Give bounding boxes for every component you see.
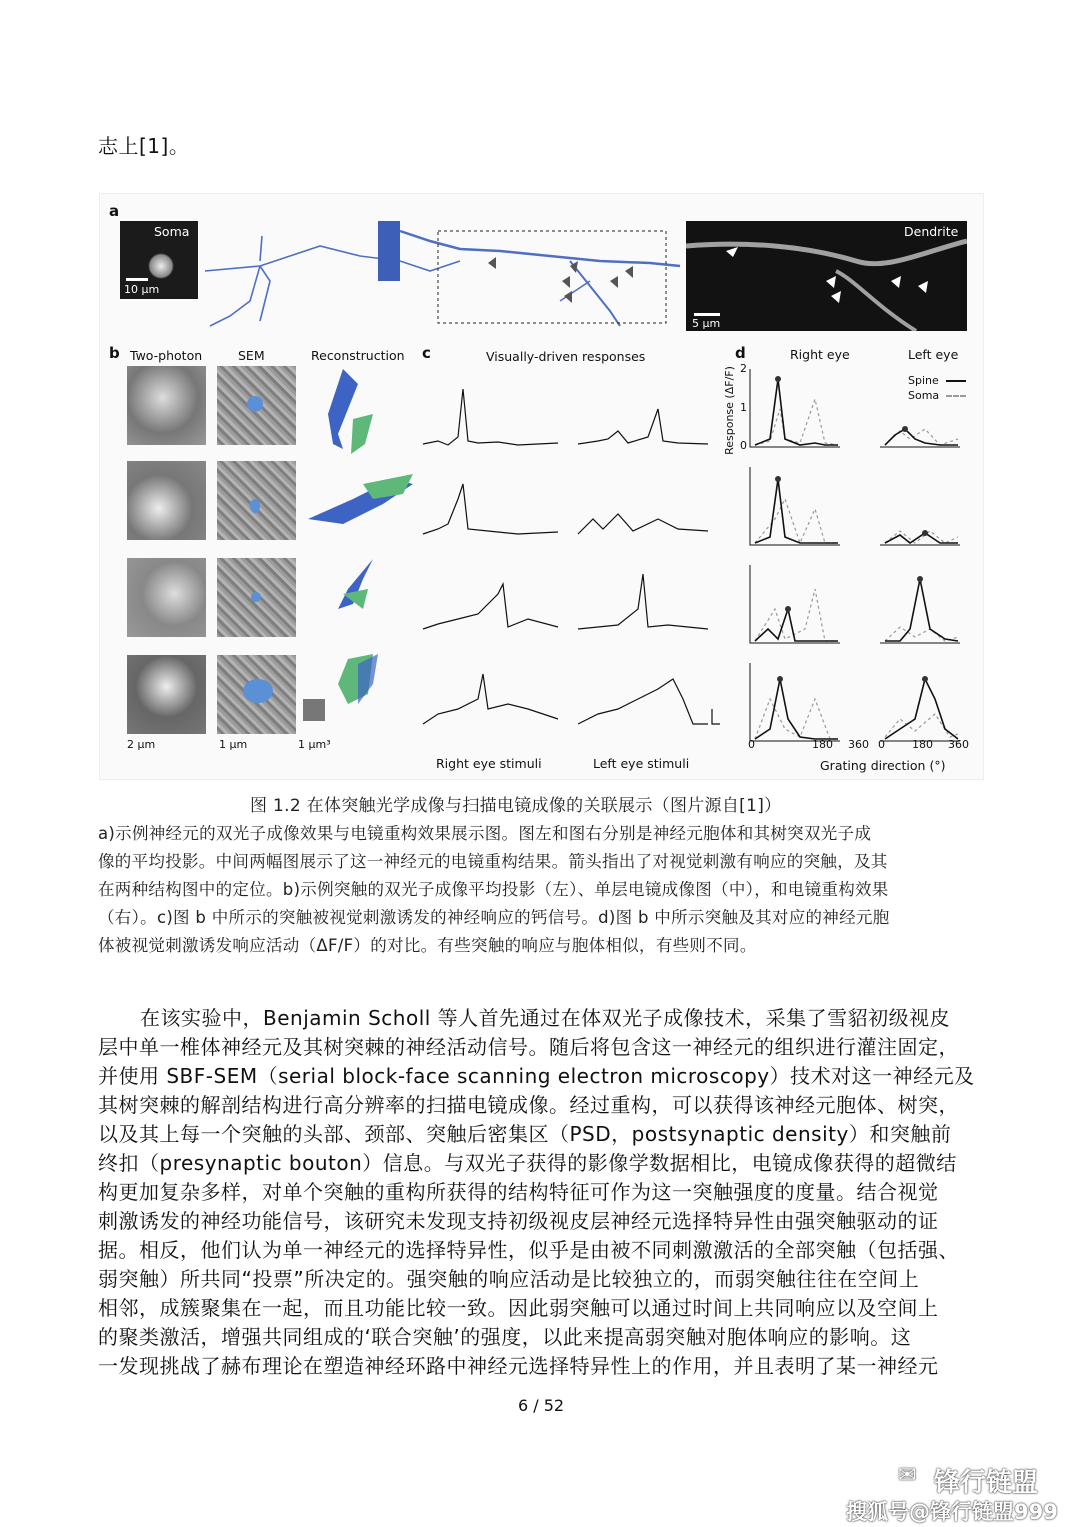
dendrite-scalebar [694,313,720,316]
d-header-left: Left eye [908,347,959,362]
two-photon-image-4 [127,655,206,734]
sem-image-3 [217,558,296,637]
tuning-curves [730,359,980,749]
calcium-traces [418,369,728,739]
body-line-12: 的聚类激活，增强共同组成的‘联合突触’的强度，以此来提高弱突触对胞体响应的影响。这 [98,1325,912,1349]
body-line-1: 在该实验中，Benjamin Scholl 等人首先通过在体双光子成像技术，采集了雪貂初级视皮 [140,1006,951,1030]
b-header-sem: SEM [238,348,265,363]
body-line-11: 相邻，成簇聚集在一起，而且功能比较一致。因此弱突触可以通过时间上共同响应以及空间上 [98,1296,939,1320]
sem-image-1 [217,366,296,445]
caption-line-4: （右）。c)图 b 中所示的突触被视觉刺激诱发的神经响应的钙信号。d)图 b 中所示突触及其对应的神经元胞 [98,908,890,927]
b-scale-reconstruction: 1 μm³ [298,738,331,751]
body-line-4: 其树突棘的解剖结构进行高分辨率的扫描电镜成像。经过重构，可以获得该神经元胞体、树突， [98,1093,959,1117]
two-photon-image-3 [127,558,206,637]
d-xlabel: Grating direction (°) [820,758,946,773]
watermark-top: 锋行链盟 [934,1468,1039,1498]
watermark-wechat-icon: ✉ [898,1463,917,1488]
two-photon-image-1 [127,366,206,445]
page-number: 6 / 52 [518,1396,565,1415]
panel-d-label: d [735,344,746,362]
body-line-3: 并使用 SBF-SEM（serial block-face scanning electron microscopy）技术对这一神经元及 [98,1064,975,1088]
panel-c-title: Visually-driven responses [486,349,646,364]
d-ytick-1: 1 [740,401,747,414]
soma-scalebar [126,278,148,281]
d-ylabel: Response (ΔF/F) [722,366,736,455]
soma-image [120,221,198,299]
body-line-8: 刺激诱发的神经功能信号，该研究未发现支持初级视皮层神经元选择特异性由强突触驱动的证 [98,1209,939,1233]
soma-label: Soma [154,224,190,239]
top-line: 志上[1]。 [98,134,190,158]
body-line-9: 据。相反，他们认为单一神经元的选择特异性，似乎是由被不同刺激激活的全部突触（包括强、 [98,1238,959,1262]
caption-title: 图 1.2 在体突触光学成像与扫描电镜成像的关联展示（图片源自[1]） [250,796,782,816]
d-xtick-360-right: 360 [848,738,869,751]
body-line-13: 一发现挑战了赫布理论在塑造神经环路中神经元选择特异性上的作用，并且表明了某一神经元 [98,1354,939,1378]
b-header-two-photon: Two-photon [130,348,203,363]
panel-a-label: a [109,202,120,220]
reconstruction-shapes [303,364,423,744]
watermark-bottom: 搜狐号@锋行链盟999 [846,1500,1058,1524]
b-header-reconstruction: Reconstruction [311,348,405,363]
d-xtick-0-right: 0 [748,738,755,751]
sem-image-4 [217,655,296,734]
dendrite-label: Dendrite [904,224,959,239]
d-legend-soma: Soma [908,389,940,402]
body-line-6: 终扣（presynaptic bouton）信息。与双光子获得的影像学数据相比，电镜成像获得的超微结 [98,1151,957,1175]
panel-c-label: c [422,344,431,362]
soma-scale-label: 10 μm [124,283,160,296]
d-header-right: Right eye [790,347,850,362]
body-line-2: 层中单一椎体神经元及其树突棘的神经活动信号。随后将包含这一神经元的组织进行灌注固定， [98,1035,959,1059]
d-xtick-0-left: 0 [878,738,885,751]
figure [99,193,984,780]
caption-line-3: 在两种结构图中的定位。b)示例突触的双光子成像平均投影（左）、单层电镜成像图（中），和电镜重构效果 [98,880,889,899]
c-xlabel-left: Left eye stimuli [593,756,690,771]
d-xtick-180-right: 180 [812,738,833,751]
d-ytick-0: 0 [740,439,747,452]
two-photon-image-2 [127,461,206,540]
d-xtick-360-left: 360 [948,738,969,751]
body-line-5: 以及其上每一个突触的头部、颈部、突触后密集区（PSD，postsynaptic density）和突触前 [98,1122,952,1146]
dendrite-scale-label: 5 μm [692,317,721,330]
b-scale-two-photon: 2 μm [127,738,156,751]
sem-image-2 [217,461,296,540]
panel-b-label: b [109,344,120,362]
d-ytick-2: 2 [740,362,747,375]
body-line-10: 弱突触）所共同“投票”所决定的。强突触的响应活动是比较独立的，而弱突触往往在空间上 [98,1267,920,1291]
caption-line-2: 像的平均投影。中间两幅图展示了这一神经元的电镜重构结果。箭头指出了对视觉刺激有响应的突触，及其 [98,852,888,871]
caption-line-5: 体被视觉刺激诱发响应活动（ΔF/F）的对比。有些突触的响应与胞体相似，有些则不同。 [98,936,757,955]
d-xtick-180-left: 180 [912,738,933,751]
b-scale-sem: 1 μm [219,738,248,751]
caption-line-1: a)示例神经元的双光子成像效果与电镜重构效果展示图。图左和图右分别是神经元胞体和其树突双光子成 [98,824,872,843]
d-legend-spine: Spine [908,374,939,387]
c-xlabel-right: Right eye stimuli [436,756,542,771]
dendrite-image [686,221,967,331]
body-line-7: 构更加复杂多样，对单个突触的重构所获得的结构特征可作为这一突触强度的度量。结合视觉 [98,1180,939,1204]
